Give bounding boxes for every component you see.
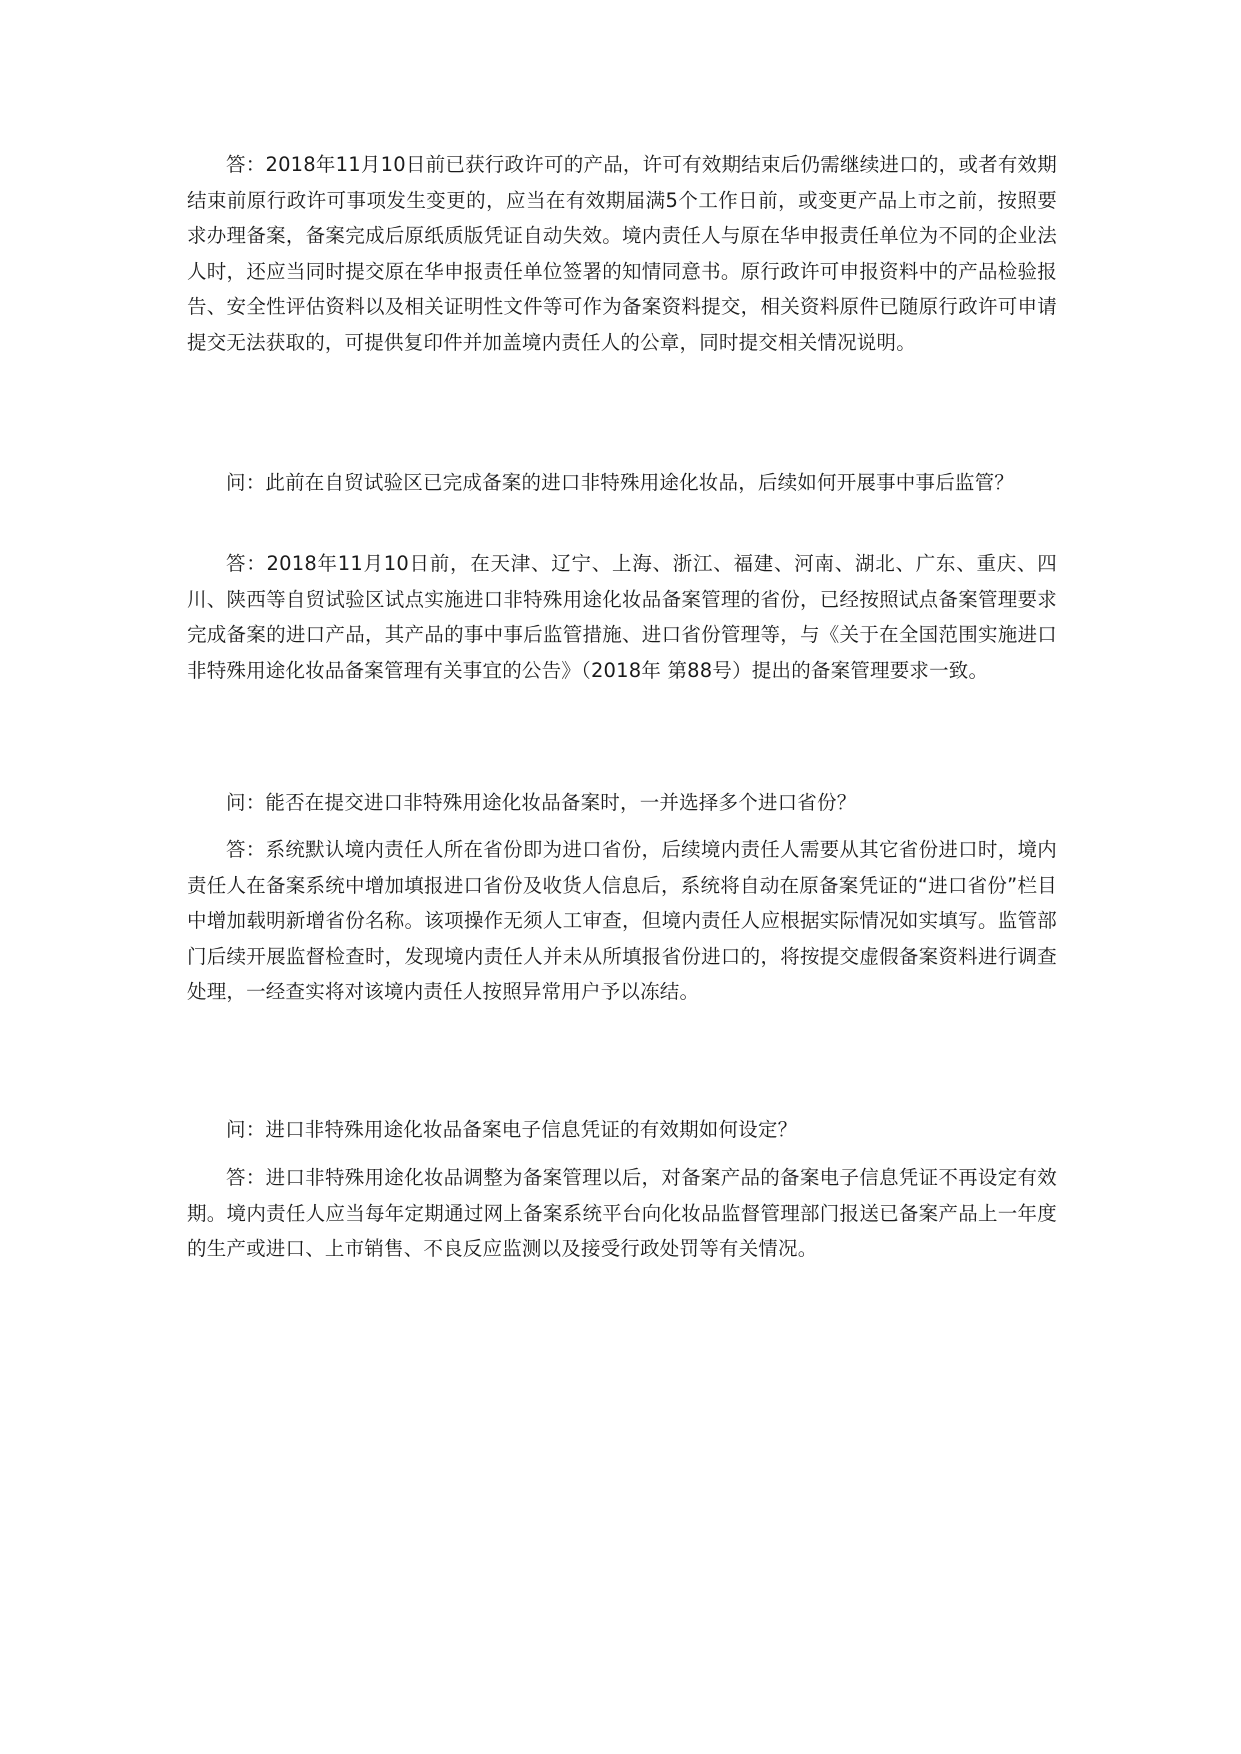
answer-paragraph: 答：2018年11月10日前，在天津、辽宁、上海、浙江、福建、河南、湖北、广东、重庆、四川、陕西等自贸试验区试点实施进口非特殊用途化妆品备案管理的省份，已经按照试点备案管理要求完成备案的进口产品，其产品的事中事后监管措施、进口省份管理等，与《关于在全国范围实施进口非特殊用途化妆品备案管理有关事宜的公告》（2018年 第88号）提出的备案管理要求一致。 — [187, 552, 1057, 682]
answer-paragraph: 答：进口非特殊用途化妆品调整为备案管理以后，对备案产品的备案电子信息凭证不再设定有效期。境内责任人应当每年定期通过网上备案系统平台向化妆品监督管理部门报送已备案产品上一年度的生产或进口、上市销售、不良反应监测以及接受行政处罚等有关情况。 — [187, 1166, 1057, 1260]
question-paragraph: 问：进口非特殊用途化妆品备案电子信息凭证的有效期如何设定？ — [226, 1118, 798, 1141]
answer-paragraph: 答：2018年11月10日前已获行政许可的产品，许可有效期结束后仍需继续进口的，或者有效期结束前原行政许可事项发生变更的，应当在有效期届满5个工作日前，或变更产品上市之前，按照要求办理备案，备案完成后原纸质版凭证自动失效。境内责任人与原在华申报责任单位为不同的企业法人时，还应当同时提交原在华申报责任单位签署的知情同意书。原行政许可申报资料中的产品检验报告、安全性评估资料以及相关证明性文件等可作为备案资料提交，相关资料原件已随原行政许可申请提交无法获取的，可提供复印件并加盖境内责任人的公章，同时提交相关情况说明。 — [187, 153, 1057, 354]
question-paragraph: 问：能否在提交进口非特殊用途化妆品备案时，一并选择多个进口省份？ — [226, 791, 857, 814]
answer-paragraph: 答：系统默认境内责任人所在省份即为进口省份，后续境内责任人需要从其它省份进口时，境内责任人在备案系统中增加填报进口省份及收货人信息后，系统将自动在原备案凭证的“进口省份”栏目中增加载明新增省份名称。该项操作无须人工审查，但境内责任人应根据实际情况如实填写。监管部门后续开展监督检查时，发现境内责任人并未从所填报省份进口的，将按提交虚假备案资料进行调查处理，一经查实将对该境内责任人按照异常用户予以冻结。 — [187, 838, 1057, 1003]
answer-block-1 — [187, 147, 1057, 360]
answer-block-3 — [187, 832, 1057, 1010]
question-block-3 — [187, 785, 1057, 821]
answer-block-2 — [187, 546, 1057, 688]
answer-block-4 — [187, 1160, 1057, 1267]
question-block-2 — [187, 465, 1057, 501]
question-paragraph: 问：此前在自贸试验区已完成备案的进口非特殊用途化妆品，后续如何开展事中事后监管？ — [226, 471, 1015, 494]
question-block-4 — [187, 1112, 1057, 1148]
